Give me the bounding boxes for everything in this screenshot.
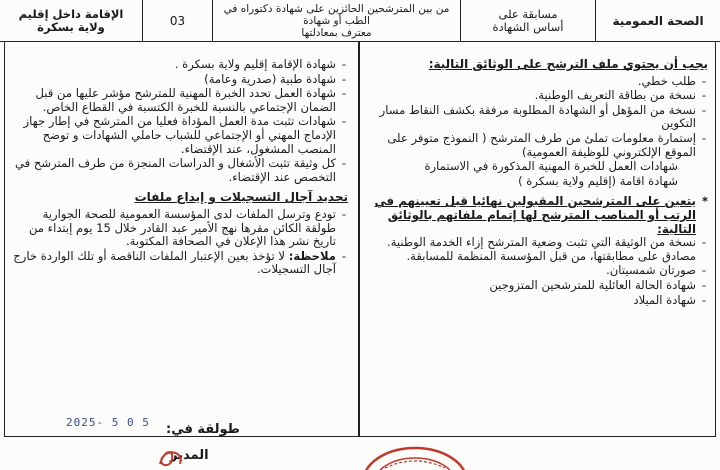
grade-text: الصحة العمومية <box>612 13 704 28</box>
deadline-list <box>12 208 348 277</box>
conditions-line-1: من بين المترشحين الحائزين على شهادة دكتوراه في الطب أو شهادة <box>223 3 450 27</box>
column-divider <box>358 42 360 437</box>
list-item: - شهادة طبية (صدرية وعامة) <box>12 73 348 87</box>
list-item: - صورتان شمسيتان. <box>373 264 708 278</box>
additional-documents-column <box>12 58 348 278</box>
required-documents-heading: يجب أن يحتوي ملف الترشح على الوثائق التالية: <box>428 57 708 71</box>
list-item: - نسخة من بطاقة التعريف الوطنية. <box>373 89 708 103</box>
residence-cell <box>0 0 142 42</box>
list-item: - طلب خطي. <box>373 75 708 89</box>
recruitment-mode-cell <box>460 0 595 42</box>
conditions-cell <box>212 0 460 42</box>
additional-documents-list <box>12 58 348 184</box>
list-item: - شهادة الإقامة إقليم ولاية بسكرة . <box>12 58 348 72</box>
signing-city: طولقة في: <box>166 422 240 437</box>
list-item: - إستمارة معلومات تملئ من طرف المترشح ( النموذج متوفر على الموقع الإلكتروني للوظيفة العمومية) <box>373 132 708 159</box>
header-table <box>0 0 720 42</box>
director-title: المدير <box>170 448 209 463</box>
list-item: - كل وثيقة تثبت الأشغال و الدراسات المنجزة من طرف المترشح في التخصص عند الإقتضاء. <box>12 157 348 184</box>
mode-line-2: أساس الشهادة <box>492 20 564 34</box>
date-stamp: 5 0 5 -2025 <box>66 416 150 429</box>
residence-line-2: ولاية بسكرة <box>37 20 105 34</box>
official-seal-icon <box>355 440 475 470</box>
final-documents-heading: * يتعين على المترشحين المقبولين نهائيا قبل تعيينهم في الرتب أو المناصب المترشح لها إتمام ملفاتهم بالوثائق التالية: <box>373 195 708 236</box>
final-documents-list <box>373 236 708 307</box>
list-item: - شهادة العمل تحدد الخبرة المهنية للمترشح مؤشر عليها من قبل الضمان الإجتماعي بالنسبة للخبرة الكتسبة في القطاع الخاص. <box>12 87 348 114</box>
list-item: شهادة اقامة (إقليم ولاية بسكرة ) <box>518 173 678 188</box>
list-item: شهادات العمل للخبرة المهنية المذكورة في الاستمارة <box>424 159 678 174</box>
mode-line-1: مسابقة على <box>498 7 558 21</box>
note-label: ملاحظة: <box>288 248 336 263</box>
grade-cell <box>595 0 720 42</box>
signature-icon <box>150 430 210 470</box>
list-item: - نسخة من الوثيقة التي تثبت وضعية المترشح إزاء الخدمة الوطنية. مصادق على مطابقتها، من قبل المؤسسة المنظمة للمسابقة. <box>373 236 708 263</box>
list-item: - شهادة الحالة العائلية للمترشحين المتزوجين <box>373 279 708 293</box>
residence-line-1: الإقامة داخل إقليم <box>18 7 124 21</box>
required-documents-column <box>373 58 708 308</box>
list-item: - تودع وترسل الملفات لدى المؤسسة العمومية للصحة الجوارية طولقة الكائن مقرها نهج الأمير عبد القادر خلال 15 يوم إبتداء من تاريخ نشر هذا الإعلان في الصحافة المكتوبة. <box>12 208 348 249</box>
required-documents-list <box>373 75 708 189</box>
list-item: - شهادات تثبت مدة العمل المؤداة فعليا من المترشح في إطار جهاز الإدماج المهني أو الإجتماعي للشباب حاملي الشهادات و توضح المنصب المشغول، عند الإقتضاء. <box>12 115 348 156</box>
list-item: - نسخة من المؤهل أو الشهادة المطلوبة مرفقة بكشف النقاط مسار التكوين <box>373 104 708 131</box>
positions-count: 03 <box>169 13 186 28</box>
note-item <box>12 250 348 277</box>
note-text: لا تؤخذ بعين الإعتبار الملفات الناقصة أو تلك الواردة خارج آجال التسجيلات. <box>13 248 336 277</box>
positions-count-cell <box>142 0 212 42</box>
list-item: - شهادة الميلاد <box>373 294 708 308</box>
deadline-heading: تحديد آجال التسجيلات و إيداع ملفات <box>134 190 348 205</box>
conditions-line-2: معترف بمعادلتها <box>301 27 372 39</box>
